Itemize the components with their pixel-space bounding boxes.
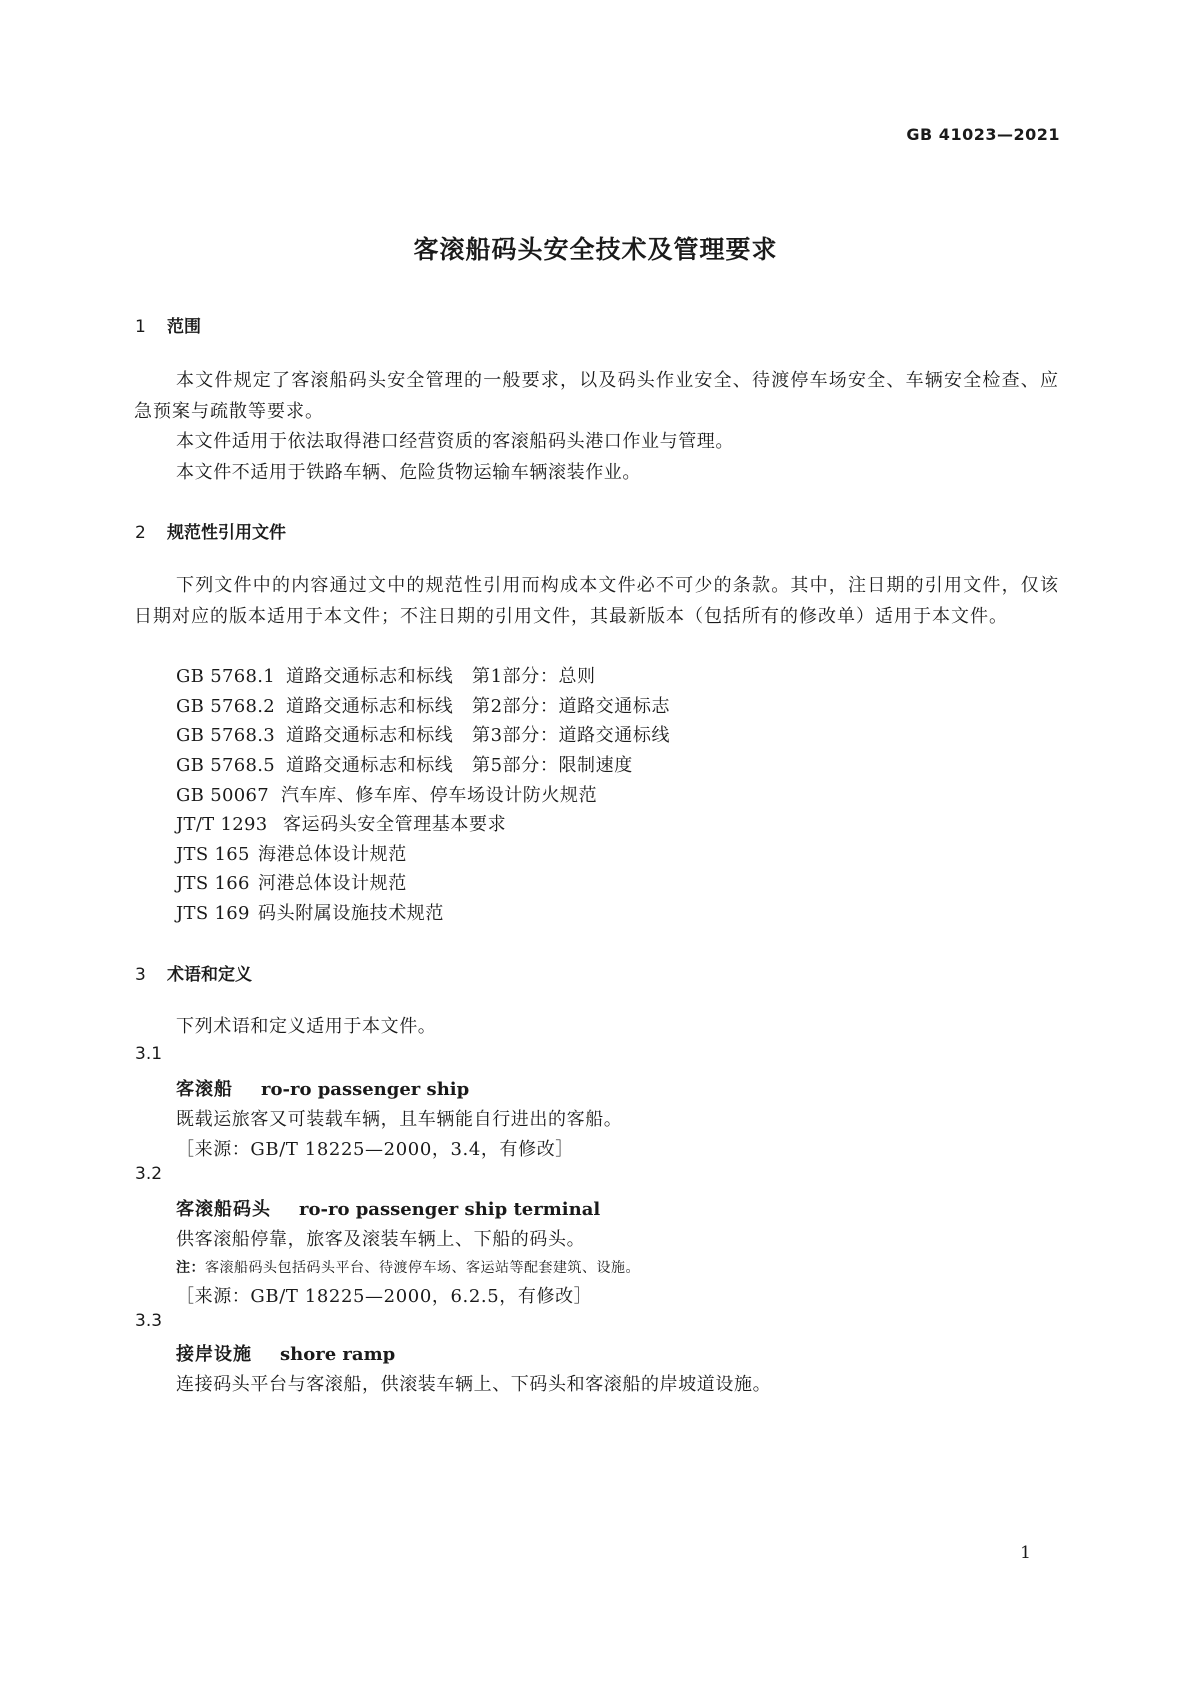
reference-name: 道路交通标志和标线 第3部分：道路交通标线 xyxy=(286,725,671,746)
section-number: 1 xyxy=(135,317,146,337)
reference-code: GB 5768.2 xyxy=(176,696,276,717)
reference-name: 道路交通标志和标线 第1部分：总则 xyxy=(286,666,596,687)
paragraph: 下列文件中的内容通过文中的规范性引用而构成本文件必不可少的条款。其中，注日期的引用文件，仅该日期对应的版本适用于本文件；不注日期的引用文件，其最新版本（包括所有的修改单）适用于本文件。 xyxy=(134,575,1059,627)
term-en: ro-ro passenger ship xyxy=(261,1079,470,1100)
reference-item xyxy=(176,899,444,925)
reference-item xyxy=(176,721,670,747)
reference-name: 码头附属设施技术规范 xyxy=(258,903,444,924)
reference-code: JTS 165 xyxy=(176,844,250,865)
term-heading xyxy=(176,1075,469,1101)
note-label: 注： xyxy=(176,1260,205,1276)
section-1-heading xyxy=(135,312,201,337)
reference-code: GB 50067 xyxy=(176,785,269,806)
reference-item xyxy=(176,840,407,866)
reference-item xyxy=(176,810,506,836)
reference-code: JTS 169 xyxy=(176,903,250,924)
term-number: 3.3 xyxy=(135,1311,163,1331)
term-en: ro-ro passenger ship terminal xyxy=(299,1199,601,1220)
reference-code: JTS 166 xyxy=(176,873,250,894)
term-number: 3.2 xyxy=(135,1164,163,1184)
term-definition: 供客滚船停靠，旅客及滚装车辆上、下船的码头。 xyxy=(176,1229,586,1250)
page-title: 客滚船码头安全技术及管理要求 xyxy=(413,235,778,264)
paragraph: 下列术语和定义适用于本文件。 xyxy=(176,1016,437,1037)
reference-name: 海港总体设计规范 xyxy=(258,844,407,865)
term-note xyxy=(176,1257,640,1277)
reference-item xyxy=(176,781,597,807)
term-zh: 接岸设施 xyxy=(176,1344,252,1365)
section-number: 2 xyxy=(135,523,146,543)
term-source: ［来源：GB/T 18225—2000，3.4，有修改］ xyxy=(176,1139,574,1160)
term-zh: 客滚船 xyxy=(176,1079,233,1100)
term-definition: 既载运旅客又可装载车辆，且车辆能自行进出的客船。 xyxy=(176,1109,623,1130)
paragraph: 本文件适用于依法取得港口经营资质的客滚船码头港口作业与管理。 xyxy=(176,431,734,452)
term-heading xyxy=(176,1195,600,1221)
paragraph: 本文件规定了客滚船码头安全管理的一般要求，以及码头作业安全、待渡停车场安全、车辆安全检查、应急预案与疏散等要求。 xyxy=(134,370,1059,422)
section-title: 术语和定义 xyxy=(167,965,252,985)
term-zh: 客滚船码头 xyxy=(176,1199,271,1220)
reference-name: 道路交通标志和标线 第5部分：限制速度 xyxy=(286,755,633,776)
page-number: 1 xyxy=(1020,1543,1031,1563)
reference-code: GB 5768.1 xyxy=(176,666,276,687)
reference-item xyxy=(176,692,670,718)
section-3-heading xyxy=(135,960,252,985)
term-heading xyxy=(176,1340,395,1366)
reference-code: JT/T 1293 xyxy=(176,814,268,835)
reference-name: 汽车库、修车库、停车场设计防火规范 xyxy=(281,785,598,806)
term-number: 3.1 xyxy=(135,1044,163,1064)
term-en: shore ramp xyxy=(280,1344,396,1365)
section-2-heading xyxy=(135,518,286,543)
reference-name: 道路交通标志和标线 第2部分：道路交通标志 xyxy=(286,696,671,717)
term-source: ［来源：GB/T 18225—2000，6.2.5，有修改］ xyxy=(176,1286,593,1307)
section-title: 范围 xyxy=(167,317,201,337)
note-text: 客滚船码头包括码头平台、待渡停车场、客运站等配套建筑、设施。 xyxy=(205,1260,640,1276)
document-number: GB 41023—2021 xyxy=(906,125,1060,144)
section-title: 规范性引用文件 xyxy=(167,523,286,543)
reference-name: 河港总体设计规范 xyxy=(258,873,407,894)
term-definition: 连接码头平台与客滚船，供滚装车辆上、下码头和客滚船的岸坡道设施。 xyxy=(176,1374,772,1395)
paragraph: 本文件不适用于铁路车辆、危险货物运输车辆滚装作业。 xyxy=(176,462,641,483)
reference-code: GB 5768.5 xyxy=(176,755,276,776)
reference-code: GB 5768.3 xyxy=(176,725,276,746)
section-number: 3 xyxy=(135,965,146,985)
reference-item xyxy=(176,751,633,777)
reference-item xyxy=(176,662,596,688)
reference-name: 客运码头安全管理基本要求 xyxy=(283,814,507,835)
reference-item xyxy=(176,869,407,895)
